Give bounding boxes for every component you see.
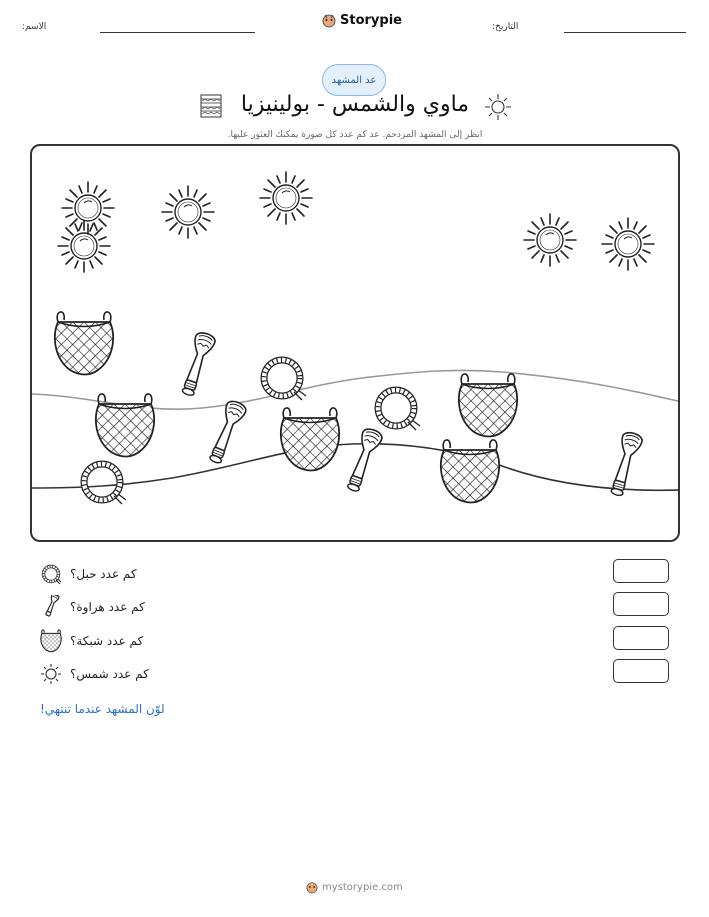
instructions: انظر إلى المشهد المزدحم. عد كم عدد كل صورة يمكنك العثور عليها.	[227, 130, 483, 140]
tapa-pattern-icon	[200, 94, 222, 118]
question-rope: كم عدد حبل؟	[70, 567, 137, 581]
brand-logo	[322, 12, 402, 28]
fishing-net-icon	[40, 629, 62, 653]
name-label: الاسم:	[22, 22, 47, 32]
sun	[602, 218, 654, 270]
sun	[260, 172, 312, 224]
fishing-net	[441, 440, 499, 503]
scene-illustration	[32, 146, 680, 542]
rope-coil	[264, 360, 306, 400]
date-label: التاريخ:	[492, 22, 519, 32]
question-row-club	[40, 596, 145, 618]
sun-title-icon	[484, 93, 512, 121]
footer	[306, 880, 403, 894]
sun	[58, 220, 110, 272]
answer-box-net[interactable]	[613, 626, 669, 650]
brand-name: Storypie	[340, 12, 402, 28]
footer-url[interactable]: mystorypie.com	[322, 881, 403, 893]
question-row-sun	[40, 663, 149, 685]
question-row-net	[40, 630, 143, 652]
war-club	[205, 399, 248, 466]
name-field[interactable]	[100, 32, 255, 33]
rope-coil	[378, 390, 420, 430]
question-row-rope	[40, 563, 137, 585]
storypie-mascot-icon	[322, 12, 336, 28]
rope-coil-icon	[40, 563, 62, 585]
fishing-net	[55, 312, 113, 375]
answer-box-club[interactable]	[613, 592, 669, 616]
counting-scene	[30, 144, 680, 542]
activity-badge: عد المشهد	[322, 64, 386, 96]
sun	[62, 182, 114, 234]
war-club	[343, 427, 384, 494]
question-club: كم عدد هراوة؟	[70, 600, 145, 614]
answer-box-rope[interactable]	[613, 559, 669, 583]
sun	[524, 214, 576, 266]
question-sun: كم عدد شمس؟	[70, 667, 149, 681]
answer-box-sun[interactable]	[613, 659, 669, 683]
page-title: ماوي والشمس - بولينيزيا	[240, 92, 470, 117]
storypie-mascot-icon	[306, 880, 318, 894]
fishing-net	[96, 394, 154, 457]
war-club	[607, 431, 644, 498]
war-club	[178, 331, 217, 398]
fishing-net	[459, 374, 517, 437]
sun-icon	[40, 663, 62, 685]
date-field[interactable]	[564, 32, 686, 33]
question-net: كم عدد شبكة؟	[70, 634, 144, 648]
fishing-net	[281, 408, 339, 471]
rope-coil	[84, 464, 126, 504]
coloring-note: لوّن المشهد عندما تنتهي!	[40, 702, 165, 716]
war-club-icon	[40, 595, 62, 619]
sun	[162, 186, 214, 238]
